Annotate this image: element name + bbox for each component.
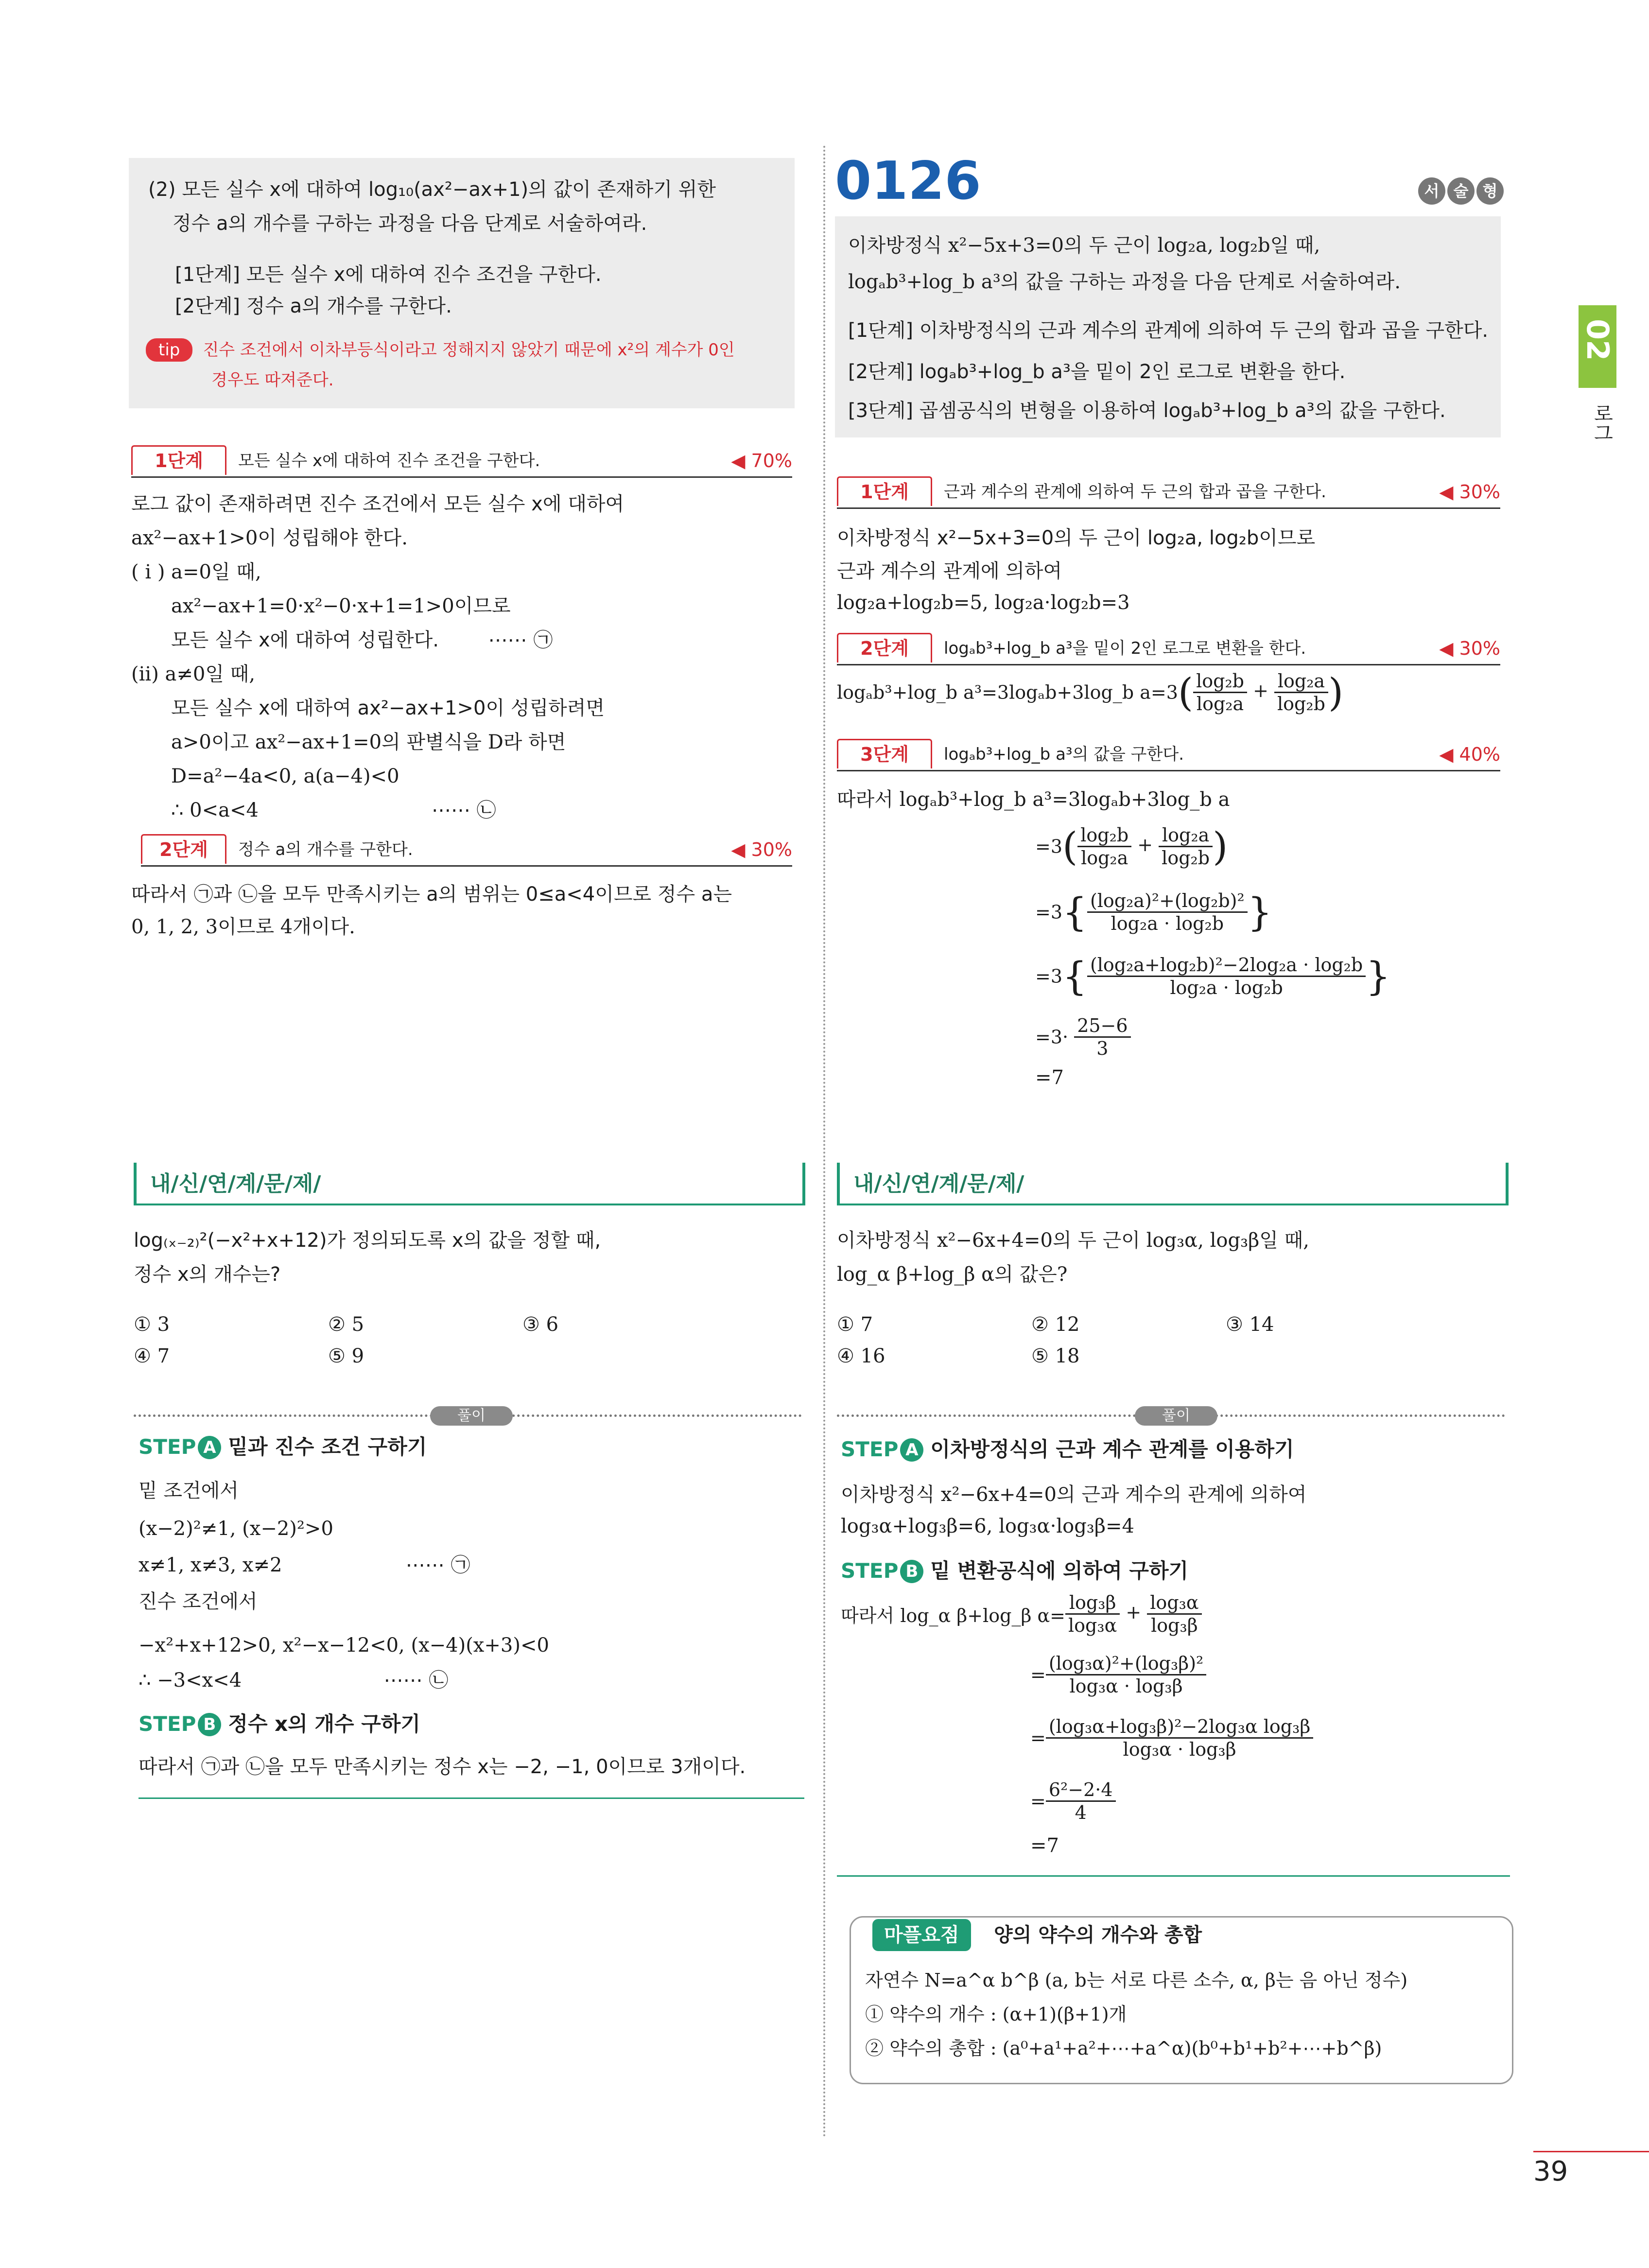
- step-b-title: 정수 x의 개수 구하기: [228, 1712, 420, 1736]
- r-s3-eq2: =3{ $\frac{\text{(log₂a)²+(log₂b)²}}{\text{log₂a · log₂b}}$ }: [1035, 890, 1272, 935]
- summary-line-2: ② 약수의 총합 : (a⁰+a¹+a²+⋯+a^α)(b⁰+b¹+b²+⋯+b^β): [865, 2038, 1382, 2059]
- r-s2-lhs: logₐb³+log_b a³=3logₐb+3log_b a=3: [837, 681, 1178, 703]
- s1-line-0: 로그 값이 존재하려면 진수 조건에서 모든 실수 x에 대하여: [131, 493, 625, 515]
- r-stepA-line-1: log₃α+log₃β=6, log₃α·log₃β=4: [841, 1515, 1134, 1537]
- r-step-b-title: 밑 변환공식에 의하여 구하기: [930, 1559, 1189, 1583]
- r-stepB-result: =7: [1030, 1834, 1059, 1857]
- link-question-2: 정수 x의 개수는?: [134, 1263, 281, 1286]
- r-step-b: STEP B 밑 변환공식에 의하여 구하기: [841, 1559, 1189, 1583]
- seal-icon-3: 형: [1476, 177, 1504, 205]
- r-stage-3-badge: 3단계: [837, 739, 932, 768]
- r-stepB-eq3-den: log₃α · log₃β: [1123, 1739, 1236, 1760]
- r-s3-eq2-den: log₂a · log₂b: [1111, 913, 1224, 934]
- r-stepB-eq3-num: (log₃α+log₃β)²−2log₃α log₃β: [1046, 1716, 1313, 1739]
- r-stepB-eq4: [1030, 1779, 1116, 1823]
- r-stage-1-percent: ◀ 30%: [1439, 481, 1500, 503]
- r-stage-2-bar: [837, 633, 1500, 665]
- r-s2-f1-den: log₂a: [1196, 693, 1244, 715]
- stepA-line-3: 진수 조건에서: [139, 1590, 258, 1613]
- s1-line-4: 모든 실수 x에 대하여 성립한다. ⋯⋯ ㉠: [171, 629, 553, 651]
- r-s1-line-0: 이차방정식 x²−5x+3=0의 두 근이 log₂a, log₂b이므로: [837, 527, 1316, 549]
- chapter-number: 02: [1580, 319, 1615, 361]
- s1-line-9: ∴ 0<a<4 ⋯⋯ ㉡: [171, 799, 496, 821]
- r-s3-eq3: =3{ $\frac{\text{(log₂a+log₂b)²−2log₂a · log₂b}}{\text{log₂a · log₂b}}$ }: [1035, 954, 1391, 999]
- r-s2-f2-den: log₂b: [1277, 693, 1325, 715]
- r-link-question-1: 이차방정식 x²−6x+4=0의 두 근이 log₃α, log₃β일 때,: [837, 1229, 1309, 1252]
- r-stepB-f2n: log₃α: [1147, 1592, 1201, 1615]
- r-choice-4: ④ 16: [837, 1345, 885, 1367]
- right-solution-end-line: [837, 1875, 1510, 1877]
- r-s3-eq4: [1035, 1015, 1131, 1059]
- r-s3-result: =7: [1035, 1066, 1064, 1089]
- stepA-line-4: −x²+x+12>0, x²−x−12<0, (x−4)(x+3)<0: [139, 1634, 549, 1657]
- summary-line-0: 자연수 N=a^α b^β (a, b는 서로 다른 소수, α, β는 음 아닌 정수): [865, 1970, 1408, 1991]
- s2-line-1: 0, 1, 2, 3이므로 4개이다.: [131, 916, 355, 938]
- r-choice-2: ② 12: [1031, 1313, 1080, 1336]
- r-stepA-line-0: 이차방정식 x²−6x+4=0의 근과 계수의 관계에 의하여: [841, 1483, 1307, 1506]
- step-b-icon: B: [198, 1713, 221, 1736]
- r-stepB-lhs: 따라서 log_α β+log_β α=: [841, 1605, 1066, 1626]
- r-choice-1: ① 7: [837, 1313, 873, 1336]
- stage-2-bar: [141, 834, 792, 867]
- step-a-title: 밑과 진수 조건 구하기: [228, 1435, 427, 1459]
- choice-1: ① 3: [134, 1313, 170, 1336]
- r-stepB-eq2-num: (log₃α)²+(log₃β)²: [1046, 1653, 1206, 1675]
- r-stage-2-percent: ◀ 30%: [1439, 638, 1500, 659]
- stage-1-bar: [131, 445, 792, 478]
- r-link-problem-title: 내/신/연/계/문/제/: [853, 1171, 1024, 1196]
- r-solution-pill: 풀이: [1135, 1406, 1217, 1426]
- stepB-line: 따라서 ㉠과 ㉡을 모두 만족시키는 정수 x는 −2, −1, 0이므로 3개이다.: [139, 1756, 746, 1778]
- stepA-line-5: ∴ −3<x<4 ⋯⋯ ㉡: [139, 1669, 449, 1692]
- chapter-tab: [1579, 305, 1616, 388]
- stepA-line-0: 밑 조건에서: [139, 1480, 239, 1502]
- seal-icon-1: 서: [1418, 177, 1445, 205]
- stage-2-badge: 2단계: [141, 834, 226, 864]
- stage-1-percent: ◀ 70%: [731, 450, 792, 471]
- r-stepB-eq4-lhs: =: [1030, 1790, 1046, 1812]
- q-line-5: [3단계] 곱셈공식의 변형을 이용하여 logₐb³+log_b a³의 값을 구한다.: [848, 400, 1446, 422]
- stepA-line-1: (x−2)²≠1, (x−2)²>0: [139, 1518, 333, 1540]
- s1-line-6: 모든 실수 x에 대하여 ax²−ax+1>0이 성립하려면: [171, 697, 605, 719]
- tip-badge: tip: [146, 338, 192, 362]
- r-stage-3-bar: [837, 739, 1500, 771]
- q-line-4: [2단계] logₐb³+log_b a³을 밑이 2인 로그로 변환을 한다.: [848, 361, 1346, 383]
- s1-line-7: a>0이고 ax²−ax+1=0의 판별식을 D라 하면: [171, 731, 566, 753]
- r-step-b-icon: B: [900, 1560, 923, 1583]
- r-stepB-eq2: [1030, 1653, 1206, 1697]
- r-stage-3-percent: ◀ 40%: [1439, 744, 1500, 765]
- problem-stage-2: [2단계] 정수 a의 개수를 구한다.: [175, 295, 452, 317]
- s1-line-1: ax²−ax+1>0이 성립해야 한다.: [131, 527, 408, 549]
- r-s3-eq1-lhs: =3: [1035, 836, 1063, 857]
- s2-line-0: 따라서 ㉠과 ㉡을 모두 만족시키는 a의 범위는 0≤a<4이므로 정수 a는: [131, 883, 732, 906]
- tip-text-2: 경우도 따져준다.: [211, 370, 334, 390]
- r-s3-eq3-den: log₂a · log₂b: [1170, 977, 1283, 998]
- choice-3: ③ 6: [522, 1313, 559, 1336]
- page-number: 39: [1533, 2156, 1568, 2187]
- stage-1-badge: 1단계: [131, 445, 226, 475]
- r-s2-equation: logₐb³+log_b a³=3logₐb+3log_b a=3( $\frac{\text{log₂b}}{\text{log₂a}}$ + $\frac{\text{log₂a}}{\text{log₂b}}$ ): [837, 670, 1344, 715]
- tip-row: [146, 335, 787, 365]
- r-s1-line-1: 근과 계수의 관계에 의하여: [837, 560, 1062, 582]
- r-s1-line-2: log₂a+log₂b=5, log₂a·log₂b=3: [837, 592, 1130, 614]
- r-step-a-icon: A: [900, 1438, 923, 1462]
- r-stage-1-badge: 1단계: [837, 476, 932, 506]
- r-choice-5: ⑤ 18: [1031, 1345, 1080, 1367]
- r-stage-1-bar: [837, 476, 1500, 509]
- r-stage-2-desc: logₐb³+log_b a³을 밑이 2인 로그로 변환을 한다.: [944, 639, 1306, 658]
- r-stepB-f2d: log₃β: [1151, 1615, 1198, 1636]
- r-s3-eq4-lhs: =3·: [1035, 1026, 1069, 1048]
- r-stage-2-badge: 2단계: [837, 633, 932, 663]
- summary-line-1: ① 약수의 개수 : (α+1)(β+1)개: [865, 2004, 1127, 2025]
- link-problem-header: [134, 1163, 805, 1205]
- r-choice-3: ③ 14: [1226, 1313, 1274, 1336]
- column-divider: [823, 146, 825, 2139]
- solution-pill: 풀이: [430, 1406, 513, 1426]
- tip-text-1: 진수 조건에서 이차부등식이라고 정해지지 않았기 때문에 x²의 계수가 0인: [203, 340, 735, 360]
- r-stepB-f1n: log₃β: [1065, 1592, 1120, 1615]
- chapter-label: 로그: [1591, 403, 1613, 442]
- r-stage-3-desc: logₐb³+log_b a³의 값을 구한다.: [944, 745, 1184, 764]
- r-s3-eq2-lhs: =3: [1035, 901, 1063, 923]
- r-s3-eq1-f1d: log₂a: [1081, 847, 1128, 869]
- s1-line-5: (ii) a≠0일 때,: [131, 663, 256, 685]
- s1-line-2: ( i ) a=0일 때,: [131, 561, 261, 583]
- s1-line-8: D=a²−4a<0, a(a−4)<0: [171, 765, 399, 787]
- r-s2-f1-num: log₂b: [1193, 670, 1247, 693]
- r-step-a: STEP A 이차방정식의 근과 계수 관계를 이용하기: [841, 1437, 1294, 1461]
- seal-icon-2: 술: [1447, 177, 1475, 205]
- r-stepB-f1d: log₃α: [1068, 1615, 1117, 1636]
- s1-line-3: ax²−ax+1=0·x²−0·x+1=1>0이므로: [171, 595, 511, 617]
- r-s2-f2-num: log₂a: [1274, 670, 1328, 693]
- r-stepB-eq4-num: 6²−2·4: [1046, 1779, 1116, 1802]
- problem-number: 0126: [835, 151, 981, 211]
- choice-2: ② 5: [328, 1313, 365, 1336]
- summary-title: 양의 약수의 개수와 총합: [994, 1924, 1202, 1946]
- step-a: STEP A 밑과 진수 조건 구하기: [139, 1435, 427, 1459]
- link-problem-title: 내/신/연/계/문/제/: [150, 1171, 321, 1196]
- page-number-rule: [1533, 2151, 1649, 2152]
- r-s3-line: 따라서 logₐb³+log_b a³=3logₐb+3log_b a: [837, 788, 1230, 811]
- r-s3-eq1: =3( $\frac{\text{log₂b}}{\text{log₂a}}$ + $\frac{\text{log₂a}}{\text{log₂b}}$ ): [1035, 824, 1228, 869]
- problem-line-2: 정수 a의 개수를 구하는 과정을 다음 단계로 서술하여라.: [173, 212, 647, 235]
- left-solution-end-line: [139, 1797, 804, 1799]
- r-stage-1-desc: 근과 계수의 관계에 의하여 두 근의 합과 곱을 구한다.: [944, 482, 1326, 502]
- r-link-question-2: log_α β+log_β α의 값은?: [837, 1263, 1068, 1286]
- r-s3-eq1-f2n: log₂a: [1159, 824, 1213, 847]
- link-question-1: log₍ₓ₋₂₎²(−x²+x+12)가 정의되도록 x의 값을 정할 때,: [134, 1229, 601, 1252]
- r-link-problem-header: [837, 1163, 1509, 1205]
- r-stepB-eq1: 따라서 log_α β+log_β α= $\frac{\text{log₃β}}{\text{log₃α}}$ + $\frac{\text{log₃α}}{\text{log₃β}}$: [841, 1592, 1202, 1636]
- r-s3-eq4-num: 25−6: [1074, 1015, 1130, 1038]
- choice-5: ⑤ 9: [328, 1345, 365, 1367]
- choice-4: ④ 7: [134, 1345, 170, 1367]
- r-stepB-eq2-den: log₃α · log₃β: [1069, 1675, 1183, 1697]
- r-step-a-title: 이차방정식의 근과 계수 관계를 이용하기: [930, 1437, 1294, 1461]
- problem-line-1: (2) 모든 실수 x에 대하여 log₁₀(ax²−ax+1)의 값이 존재하기 위한: [148, 178, 716, 201]
- r-s3-eq2-num: (log₂a)²+(log₂b)²: [1087, 890, 1248, 913]
- stage-2-desc: 정수 a의 개수를 구한다.: [238, 840, 413, 859]
- q-line-2: logₐb³+log_b a³의 값을 구하는 과정을 다음 단계로 서술하여라.: [848, 271, 1401, 293]
- r-s3-eq3-lhs: =3: [1035, 965, 1063, 987]
- r-stepB-eq3-lhs: =: [1030, 1727, 1046, 1749]
- stage-2-percent: ◀ 30%: [731, 839, 792, 860]
- stepA-line-2: x≠1, x≠3, x≠2 ⋯⋯ ㉠: [139, 1554, 470, 1576]
- step-a-icon: A: [198, 1436, 221, 1459]
- step-b: STEP B 정수 x의 개수 구하기: [139, 1712, 420, 1736]
- r-s3-eq3-num: (log₂a+log₂b)²−2log₂a · log₂b: [1087, 954, 1366, 977]
- problem-stage-1: [1단계] 모든 실수 x에 대하여 진수 조건을 구한다.: [175, 263, 602, 286]
- r-stepB-eq4-den: 4: [1075, 1802, 1087, 1823]
- r-s3-eq4-den: 3: [1096, 1038, 1109, 1059]
- r-s3-eq1-f1n: log₂b: [1077, 824, 1131, 847]
- r-stepB-eq2-lhs: =: [1030, 1664, 1046, 1686]
- q-line-1: 이차방정식 x²−5x+3=0의 두 근이 log₂a, log₂b일 때,: [848, 234, 1320, 257]
- stage-1-desc: 모든 실수 x에 대하여 진수 조건을 구한다.: [238, 451, 540, 471]
- r-s3-eq1-f2d: log₂b: [1162, 847, 1210, 869]
- q-line-3: [1단계] 이차방정식의 근과 계수의 관계에 의하여 두 근의 합과 곱을 구한다.: [848, 319, 1489, 342]
- r-stepB-eq3: [1030, 1716, 1313, 1760]
- summary-badge: 마플요점: [872, 1919, 971, 1951]
